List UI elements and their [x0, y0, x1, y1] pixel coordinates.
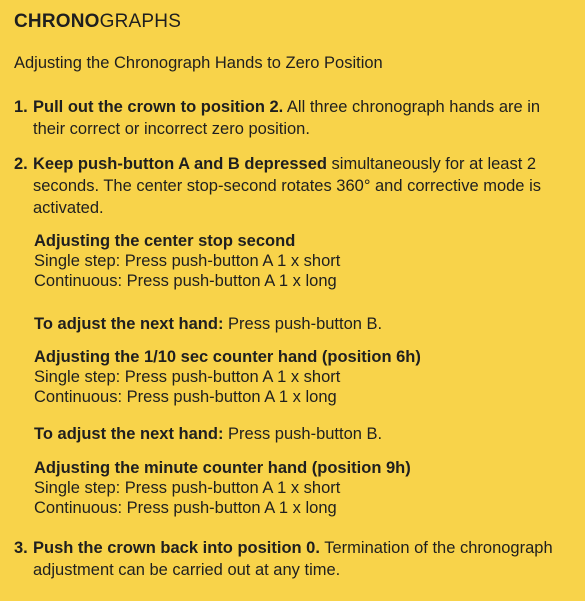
note-text: Press push-button B. [223, 425, 383, 443]
step-text: All three chronograph hands are in [283, 98, 541, 116]
note-bold: To adjust the next hand: [34, 315, 224, 333]
step-instruction: Pull out the crown to position 2. [33, 98, 284, 116]
block-heading: Adjusting the 1/10 sec counter hand (position 6h) [34, 348, 421, 366]
step-1 [14, 96, 540, 140]
page-subtitle: Adjusting the Chronograph Hands to Zero Position [14, 54, 383, 72]
step-3 [14, 537, 553, 581]
single-step-text: Single step: Press push-button A 1 x short [34, 479, 341, 497]
step-number: 1. [14, 98, 28, 116]
step-text-continued: seconds. The center stop-second rotates 360° and corrective mode is [33, 177, 541, 195]
header-bold: CHRONO [14, 11, 100, 32]
step-text-continued: activated. [33, 199, 104, 217]
adjust-block-tenth-sec [34, 347, 421, 407]
next-hand-note [34, 425, 382, 444]
step-instruction: Push the crown back into position 0. [33, 539, 320, 557]
section-header [14, 11, 181, 33]
step-text-continued: adjustment can be carried out at any time. [33, 561, 341, 579]
step-number: 2. [14, 155, 28, 173]
step-number: 3. [14, 539, 28, 557]
continuous-text: Continuous: Press push-button A 1 x long [34, 272, 337, 290]
continuous-text: Continuous: Press push-button A 1 x long [34, 499, 337, 517]
block-heading: Adjusting the center stop second [34, 232, 296, 250]
step-2 [14, 153, 541, 219]
note-text: Press push-button B. [223, 315, 383, 333]
note-bold: To adjust the next hand: [34, 425, 224, 443]
next-hand-note [34, 315, 382, 334]
single-step-text: Single step: Press push-button A 1 x short [34, 252, 341, 270]
header-light: GRAPHS [99, 11, 182, 32]
continuous-text: Continuous: Press push-button A 1 x long [34, 388, 337, 406]
single-step-text: Single step: Press push-button A 1 x short [34, 368, 341, 386]
adjust-block-center-stop [34, 231, 340, 291]
step-text-continued: their correct or incorrect zero position. [33, 120, 310, 138]
adjust-block-minute-counter [34, 458, 411, 518]
step-text: simultaneously for at least 2 [326, 155, 537, 173]
step-text: Termination of the chronograph [319, 539, 553, 557]
step-instruction: Keep push-button A and B depressed [33, 155, 327, 173]
block-heading: Adjusting the minute counter hand (position 9h) [34, 459, 411, 477]
